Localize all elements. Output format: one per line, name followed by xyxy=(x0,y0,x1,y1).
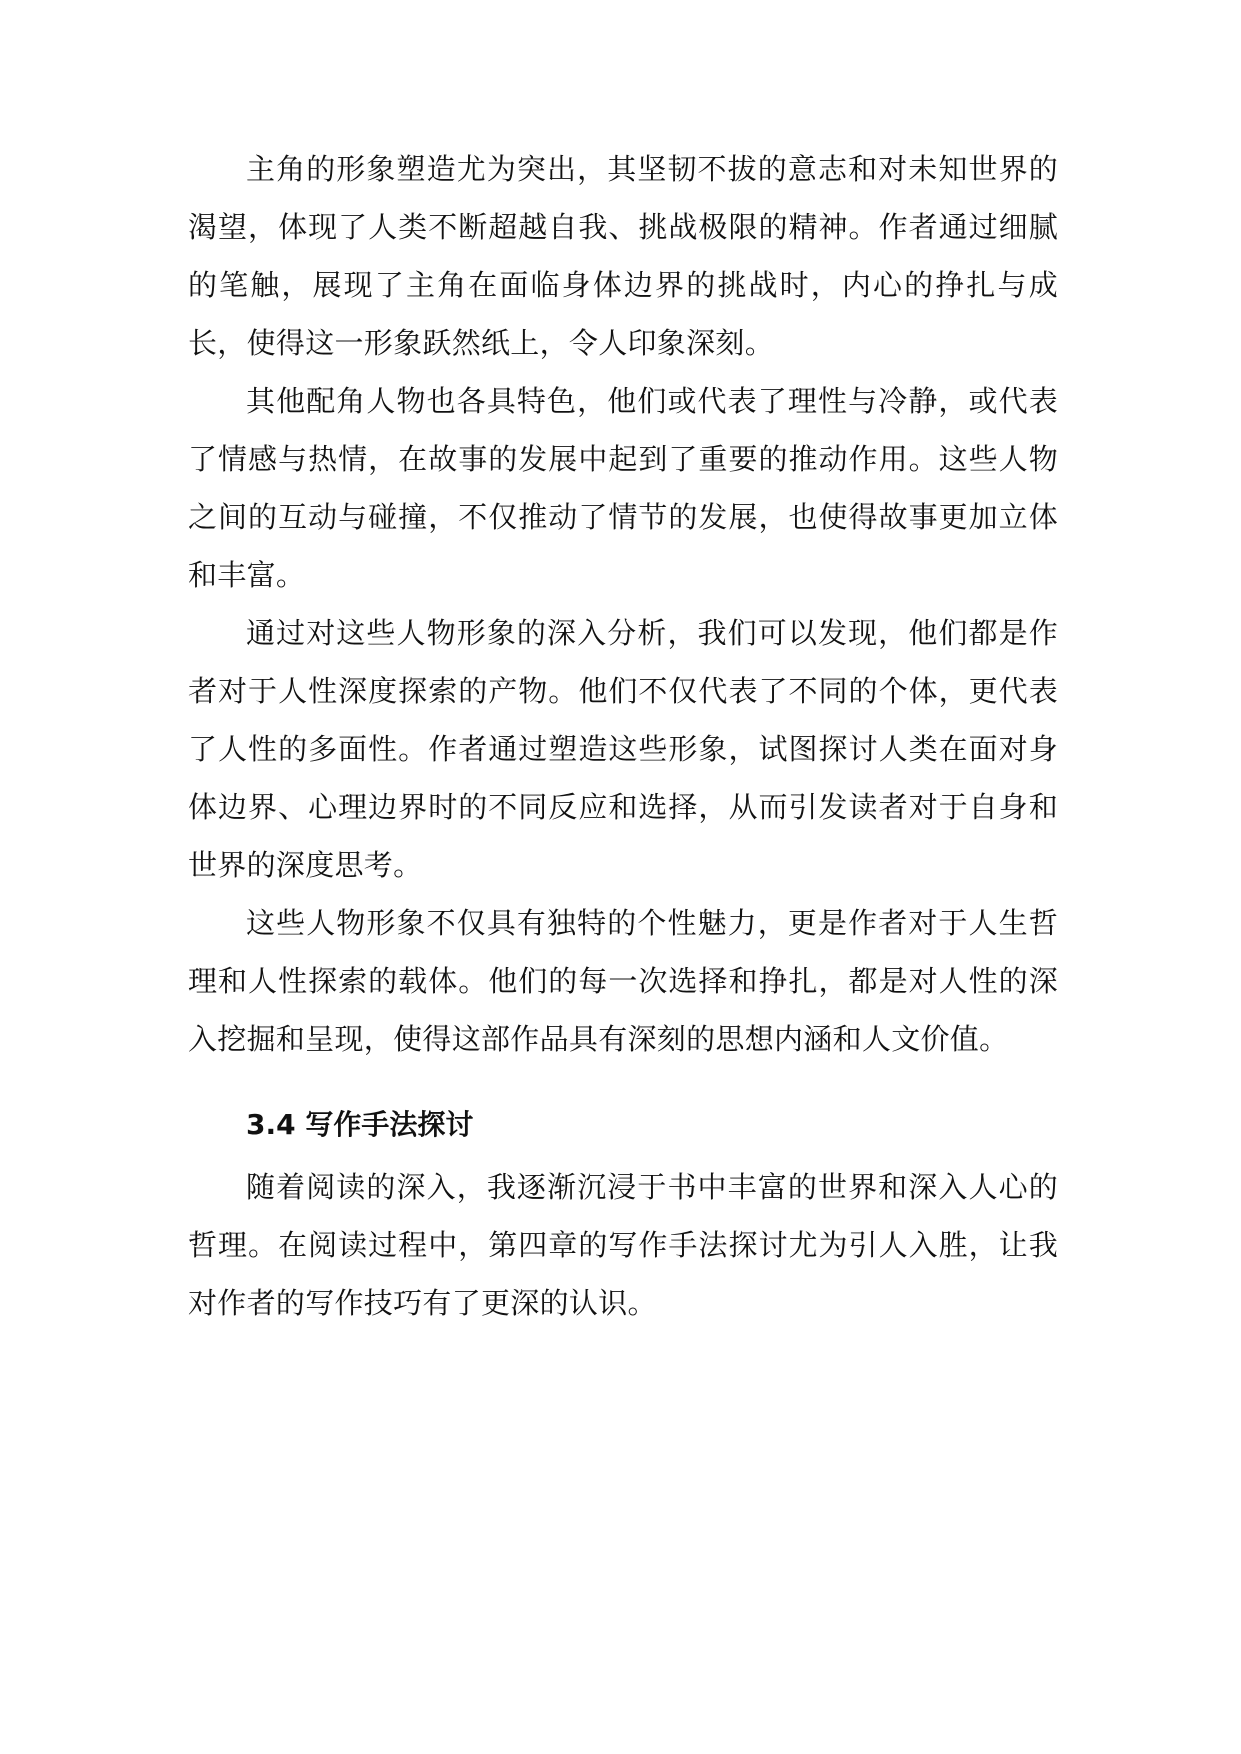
body-paragraph: 随着阅读的深入，我逐渐沉浸于书中丰富的世界和深入人心的哲理。在阅读过程中，第四章的写作手法探讨尤为引人入胜，让我对作者的写作技巧有了更深的认识。 xyxy=(188,1170,1058,1320)
body-paragraph: 其他配角人物也各具特色，他们或代表了理性与冷静，或代表了情感与热情，在故事的发展中起到了重要的推动作用。这些人物之间的互动与碰撞，不仅推动了情节的发展，也使得故事更加立体和丰富。 xyxy=(188,384,1058,592)
document-page xyxy=(188,140,1058,1332)
body-paragraph: 主角的形象塑造尤为突出，其坚韧不拔的意志和对未知世界的渴望，体现了人类不断超越自我、挑战极限的精神。作者通过细腻的笔触，展现了主角在面临身体边界的挑战时，内心的挣扎与成长，使得这一形象跃然纸上，令人印象深刻。 xyxy=(188,152,1058,360)
section-heading: 3.4 写作手法探讨 xyxy=(246,1108,474,1141)
body-paragraph: 通过对这些人物形象的深入分析，我们可以发现，他们都是作者对于人性深度探索的产物。他们不仅代表了不同的个体，更代表了人性的多面性。作者通过塑造这些形象，试图探讨人类在面对身体边界、心理边界时的不同反应和选择，从而引发读者对于自身和世界的深度思考。 xyxy=(188,616,1058,882)
body-paragraph: 这些人物形象不仅具有独特的个性魅力，更是作者对于人生哲理和人性探索的载体。他们的每一次选择和挣扎，都是对人性的深入挖掘和呈现，使得这部作品具有深刻的思想内涵和人文价值。 xyxy=(188,906,1058,1056)
